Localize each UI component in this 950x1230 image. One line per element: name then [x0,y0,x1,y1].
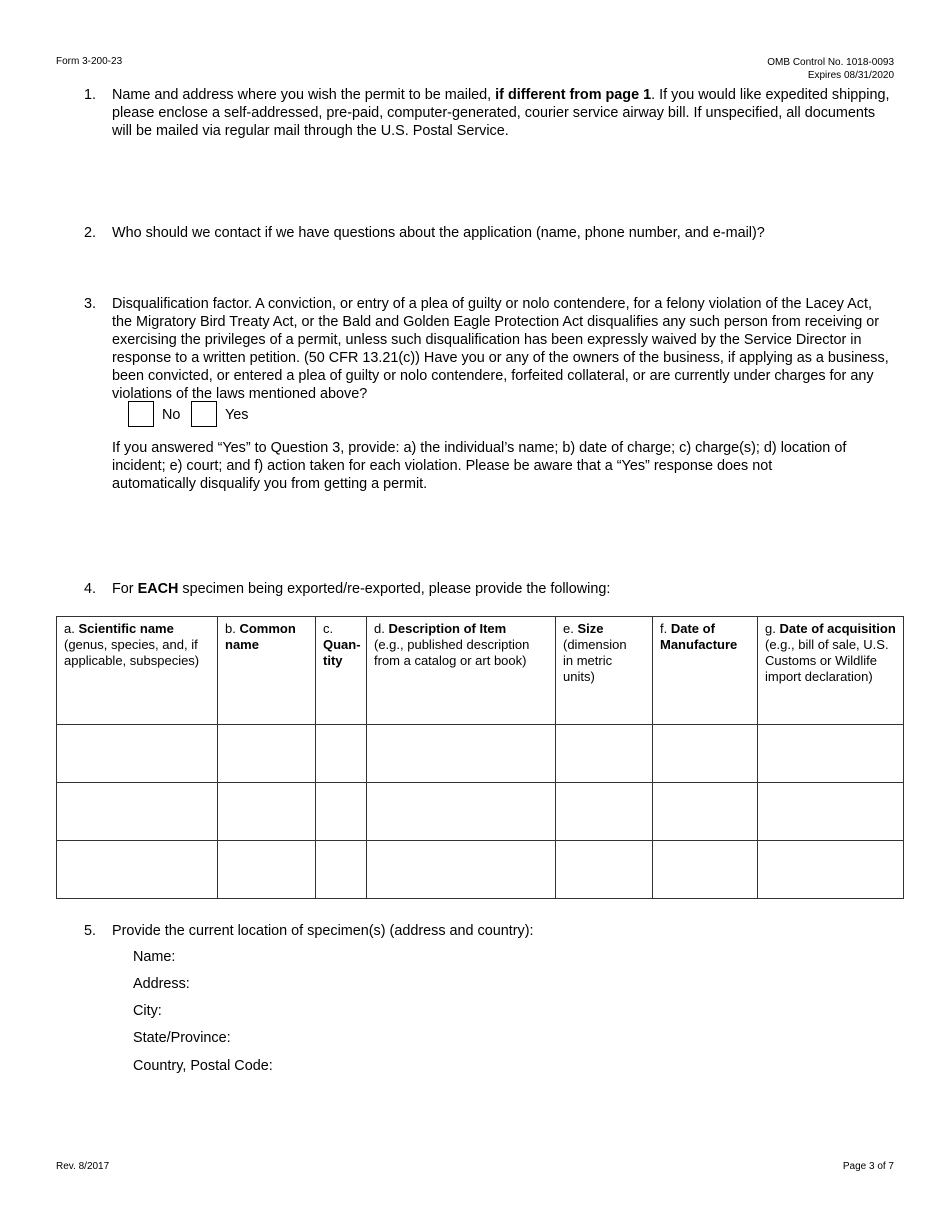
question-4-number: 4. [84,581,97,597]
table-cell[interactable] [758,783,904,841]
col-b-bold1: Common [239,621,296,636]
question-3-text: Disqualification factor. A conviction, or entry of a plea of guilty or nolo contendere, for a felony violation of the Lacey Act, the Migratory Bird Treaty Act, or the Bald and Golden Eagle Protection Act disqualifies any such person from receiving or exercising the privileges of a permit, unless such disqualification has been expressly waived by the Service Director in response to a written petition. (50 CFR 13.21(c)) Have you or any of the owners of the business, if applying as a business, been convicted, or entered a plea of guilty or nolo contendere, forfeited collateral, or are currently under charges for any violations of the laws mentioned above? [112,296,889,402]
revision-date: Rev. 8/2017 [56,1161,110,1172]
col-date-of-acquisition [758,617,904,725]
table-cell[interactable] [57,841,218,899]
no-label: No [162,407,181,423]
col-g-rest: (e.g., bill of sale, U.S. Customs or Wildlife import declaration) [765,637,889,684]
yes-checkbox[interactable] [191,401,217,427]
table-cell[interactable] [57,725,218,783]
table-cell[interactable] [367,783,556,841]
table-cell[interactable] [653,725,758,783]
table-cell[interactable] [367,841,556,899]
table-cell[interactable] [653,841,758,899]
question-5-number: 5. [84,923,97,939]
question-2-number: 2. [84,225,97,241]
question-3-followup: If you answered “Yes” to Question 3, provide: a) the individual’s name; b) date of charge; c) charge(s); d) location of incident; e) court; and f) action taken for each violation. Please be aware that a “Yes” response does not automatically disqualify you from getting a permit. [112,440,847,492]
table-row [57,841,904,899]
col-a-bold: Scientific name [78,621,174,636]
table-cell[interactable] [218,783,316,841]
question-1-text-bold: if different from page 1 [495,87,652,103]
table-cell[interactable] [556,841,653,899]
table-cell[interactable] [556,783,653,841]
omb-control-number: OMB Control No. 1018-0093 [767,57,894,68]
col-e-prefix: e. [563,621,578,636]
table-cell[interactable] [316,841,367,899]
col-a-rest: (genus, species, and, if applicable, subspecies) [64,637,200,668]
col-e-rest2: in metric [563,653,613,668]
location-city-label: City: [133,1003,162,1019]
yes-label: Yes [225,407,249,423]
question-5 [84,922,890,940]
specimen-table [56,616,904,899]
col-c-prefix: c. [323,621,334,636]
question-4 [84,580,890,598]
question-1-number: 1. [84,87,97,103]
question-3 [84,295,890,403]
question-1-text-a: Name and address where you wish the permit to be mailed, [112,87,496,103]
location-name-label: Name: [133,949,176,965]
question-1-text [112,86,890,140]
col-f-bold1: Date of [670,621,715,636]
table-cell[interactable] [218,841,316,899]
col-common-name [218,617,316,725]
specimen-table-header [57,617,904,725]
col-d-prefix: d. [374,621,389,636]
col-e-rest3: units) [563,669,595,684]
table-cell[interactable] [57,783,218,841]
table-cell[interactable] [653,783,758,841]
question-3-number: 3. [84,296,97,312]
col-d-rest: (e.g., published description from a catalog or art book) [374,637,530,668]
location-state-label: State/Province: [133,1030,231,1046]
col-scientific-name [57,617,218,725]
col-c-bold1: Quan- [323,637,361,652]
col-g-bold: Date of acquisition [779,621,896,636]
table-cell[interactable] [556,725,653,783]
col-c-bold2: tity [323,653,343,668]
col-a-prefix: a. [64,621,79,636]
question-2-text: Who should we contact if we have questions about the application (name, phone number, and e-mail)? [112,225,765,241]
question-4-text-bold: EACH [137,581,179,597]
table-cell[interactable] [758,725,904,783]
table-row [57,783,904,841]
no-checkbox[interactable] [128,401,154,427]
col-b-bold2: name [225,637,259,652]
col-d-bold: Description of Item [388,621,507,636]
table-cell[interactable] [316,725,367,783]
question-1-text-b: . If you would like expedited shipping, please enclose a self-addressed, pre-paid, computer-generated, courier service airway bill. If unspecified, all documents will be mailed via regular mail through the U.S. Postal Service. [112,87,890,139]
table-row [57,725,904,783]
col-e-bold: Size [577,621,604,636]
question-5-text: Provide the current location of specimen(s) (address and country): [112,923,534,939]
col-quantity [316,617,367,725]
table-cell[interactable] [316,783,367,841]
question-4-text [112,580,890,598]
question-1 [84,86,890,140]
table-cell[interactable] [218,725,316,783]
question-4-text-b: specimen being exported/re-exported, please provide the following: [178,581,611,597]
location-country-label: Country, Postal Code: [133,1058,273,1074]
col-size [556,617,653,725]
page-number: Page 3 of 7 [842,1161,894,1172]
expiration-date: Expires 08/31/2020 [807,70,894,81]
col-b-prefix: b. [225,621,240,636]
col-description [367,617,556,725]
form-number: Form 3-200-23 [56,56,123,67]
question-4-text-a: For [112,581,138,597]
table-cell[interactable] [367,725,556,783]
omb-block [767,56,894,82]
col-date-of-manufacture [653,617,758,725]
location-address-label: Address: [133,976,190,992]
col-f-bold2: Manufacture [660,637,738,652]
col-f-prefix: f. [660,621,671,636]
question-2 [84,224,890,242]
col-e-rest1: (dimension [563,637,627,652]
col-g-prefix: g. [765,621,780,636]
table-cell[interactable] [758,841,904,899]
